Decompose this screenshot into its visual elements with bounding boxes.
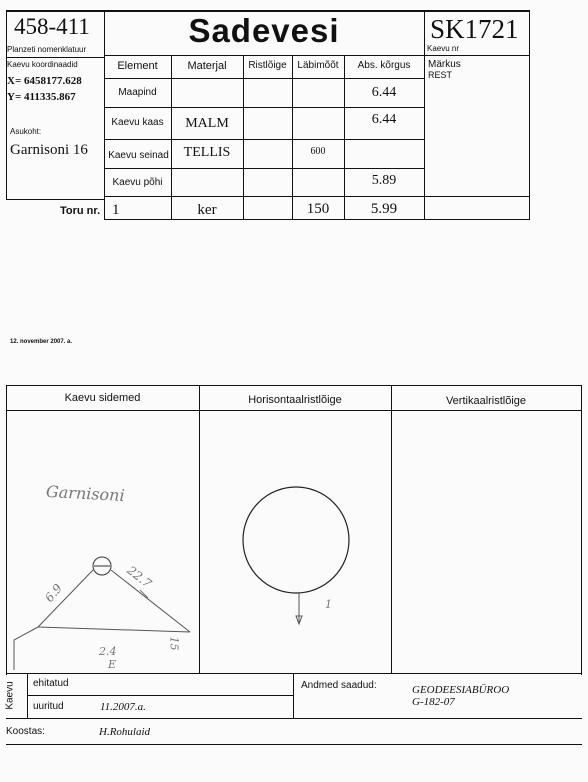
row-diameter-2: 600 — [310, 146, 326, 157]
building-outline — [14, 627, 38, 670]
pipe-number: 1 — [112, 202, 120, 218]
col-header-height: Abs. kõrgus — [357, 60, 411, 71]
col-header-material: Materjal — [187, 60, 227, 72]
base-letter: E — [108, 658, 117, 671]
source-line-2: G-182-07 — [412, 696, 455, 708]
base-distance: 2.4 — [99, 645, 117, 658]
footer-side-label: Kaevu — [4, 681, 16, 710]
row-element-3: Kaevu põhi — [112, 177, 163, 188]
corner-value: 15 — [167, 636, 181, 651]
pipe-height: 5.99 — [370, 201, 398, 217]
base-line — [38, 627, 190, 632]
pipe-number-note: 1 — [325, 598, 332, 611]
surveyed-value: 11.2007.a. — [100, 701, 146, 713]
sketch-header-vertical: Vertikaalristlõige — [445, 395, 527, 407]
well-caption: Kaevu nr — [427, 44, 460, 53]
compiled-label: Koostas: — [6, 726, 45, 737]
row-element-2: Kaevu seinad — [108, 150, 169, 161]
col-header-remark: Märkus — [428, 59, 461, 70]
row-material-2: TELLIS — [183, 145, 231, 160]
coord-y: Y= 411335.867 — [7, 91, 76, 103]
row-element-1: Kaevu kaas — [111, 117, 164, 128]
footer-top-line — [6, 673, 582, 674]
pipe-label: Toru nr. — [60, 205, 101, 217]
footer-mid-line — [27, 695, 293, 696]
row-material-1: MALM — [185, 116, 229, 131]
row-height-3: 5.89 — [371, 173, 397, 188]
location-value: Garnisoni 16 — [10, 142, 88, 158]
compiled-value: H.Rohulaid — [99, 726, 151, 738]
pipe-material: ker — [197, 202, 217, 218]
page-title: Sadevesi — [188, 12, 340, 49]
coord-x: X= 6458177.628 — [7, 75, 82, 87]
col-header-cross: Ristlõige — [248, 60, 287, 71]
sheet-caption: Planzeti nomenklatuur — [7, 45, 87, 54]
col-header-element: Element — [117, 60, 158, 72]
remark-value: REST — [428, 70, 453, 80]
footer-col-divider — [293, 673, 294, 718]
horizontal-section-circle — [243, 487, 349, 593]
built-label: ehitatud — [33, 678, 69, 689]
row-height-0: 6.44 — [371, 85, 397, 100]
source-label: Andmed saadud: — [301, 680, 377, 691]
surveyed-label: uuritud — [33, 701, 64, 712]
right-distance: 22.7 — [124, 563, 155, 591]
left-distance: 6.9 — [42, 581, 66, 605]
sheet-number: 458-411 — [14, 14, 90, 39]
row-height-1: 6.44 — [371, 112, 397, 127]
footer-bottom-line — [6, 718, 582, 719]
col-header-diameter: Läbimõõt — [297, 60, 339, 71]
document-date: 12. november 2007. a. — [10, 339, 73, 345]
coords-label: Kaevu koordinaadid — [7, 60, 78, 69]
source-line-1: GEODEESIABÜROO — [412, 684, 510, 696]
sketch-header-horizontal: Horisontaalristlõige — [248, 394, 342, 406]
location-label: Asukoht: — [10, 127, 42, 136]
row-element-0: Maapind — [118, 87, 157, 98]
well-id: SK1721 — [430, 14, 519, 44]
footer-last-line — [6, 744, 582, 745]
street-note: Garnisoni — [45, 481, 126, 506]
sketch-header-connections: Kaevu sidemed — [64, 392, 141, 404]
pipe-diameter: 150 — [306, 201, 330, 217]
